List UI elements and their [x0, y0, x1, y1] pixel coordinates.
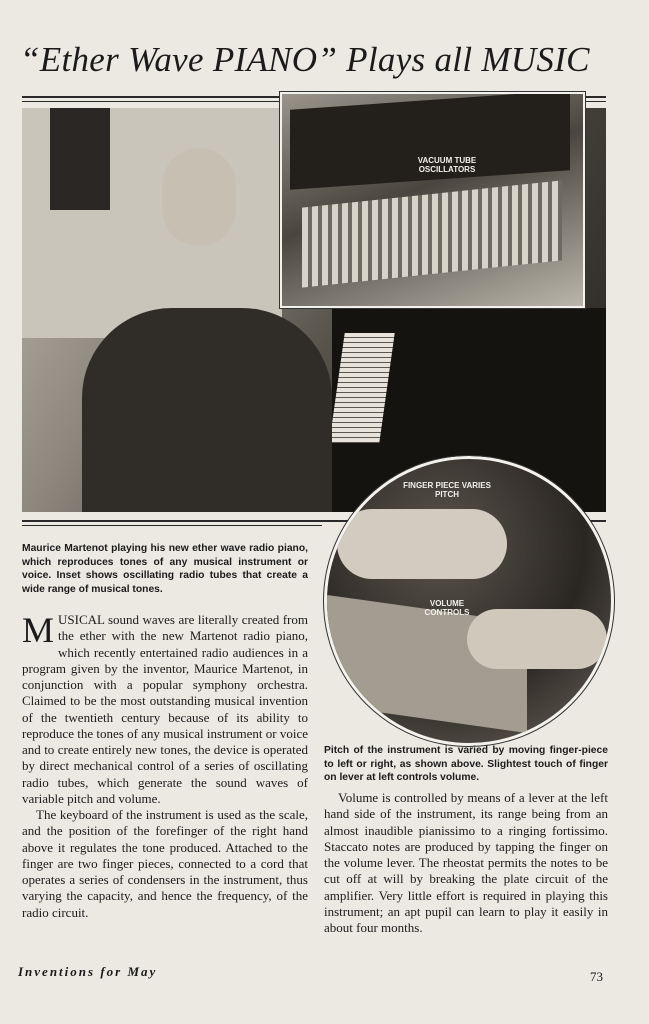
volume-controls-label: VOLUME CONTROLS	[424, 599, 470, 617]
inset-photo	[280, 92, 585, 308]
circle-inset-photo	[324, 456, 614, 746]
article-column-right	[324, 790, 608, 936]
circle-caption: Pitch of the instrument is varied by moving finger-piece to left or right, as shown above. Slightest touch of finger on lever at left controls volume.	[324, 745, 608, 783]
caption-rule-thin	[22, 525, 322, 526]
inset-label: VACUUM TUBE OSCILLATORS	[417, 156, 477, 174]
article-column-left	[22, 612, 308, 921]
finger-piece-label: FINGER PIECE VARIES PITCH	[403, 481, 491, 499]
article-paragraph-1: MUSICAL sound waves are literally created from the ether with the new Martenot radio piano, which recently entertained radio audiences in a program given by the inventor, Maurice Martenot, in conjunction with a popular symphony orchestra. Claimed to be the most outstanding musical invention of the twentieth century because of its ability to reproduce the tones of any musical instrument or voice and to create entirely new tones, the device is operated by direct mechanical control of a series of oscillating radio tubes, which generate the sound waves of variable pitch and volume.	[22, 610, 308, 806]
article-title: “Ether Wave PIANO” Plays all MUSIC	[20, 40, 590, 79]
main-caption: Maurice Martenot playing his new ether wave radio piano, which reproduces tones of any musical instrument or voice. Inset shows oscillating radio tubes that create a wide range of musical tones.	[22, 543, 308, 595]
page-number: 73	[590, 969, 603, 984]
section-footer: Inventions for May	[18, 964, 158, 979]
drop-cap: M	[22, 610, 55, 650]
article-paragraph-2: The keyboard of the instrument is used as the scale, and the position of the forefinger of the right hand above it regulates the tone produced. Attached to the finger are two finger pieces, connected to a cord that operates a series of condensers in the instrument, thus varying the capacity, and hence the frequency, of the radio circuit.	[22, 807, 308, 920]
article-paragraph-3: Volume is controlled by means of a lever at the left hand side of the instrument, its range being from an almost inaudible pianissimo to a ringing fortissimo. Staccato notes are produced by tapping the finger on the volume lever. The rheostat permits the notes to be cut off at will by breaking the plate circuit of the amplifier. Very little effort is required in playing this instrument; an apt pupil can learn to play it easily in about four months.	[324, 790, 608, 935]
